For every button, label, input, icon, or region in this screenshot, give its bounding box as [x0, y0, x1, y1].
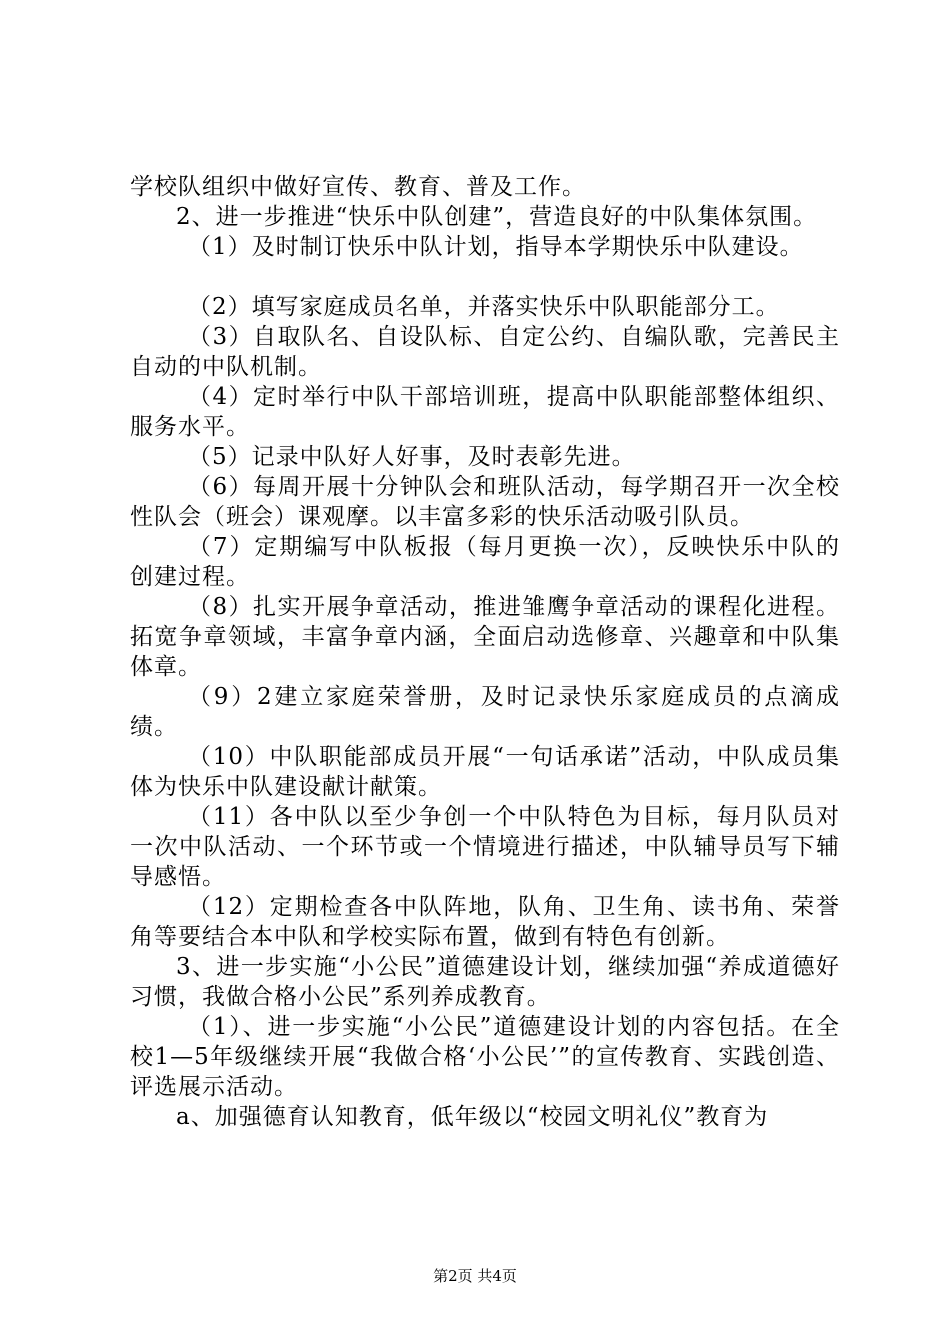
paragraph: 2、进一步推进“快乐中队创建”，营造良好的中队集体氛围。 — [176, 204, 818, 230]
paragraph: 学校队组织中做好宣传、教育、普及工作。 — [130, 174, 586, 200]
document-body — [130, 172, 840, 1132]
paragraph: 3、进一步实施“小公民”道德建设计划，继续加强“养成道德好习惯，我做合格小公民”系列养成教育。 — [130, 954, 840, 1010]
paragraph: （12）定期检查各中队阵地，队角、卫生角、读书角、荣誉角等要结合本中队和学校实际布置，做到有特色有创新。 — [130, 894, 840, 950]
paragraph: a、加强德育认知教育，低年级以“校园文明礼仪”教育为 — [176, 1104, 769, 1130]
paragraph: （1）及时制订快乐中队计划，指导本学期快乐中队建设。 — [188, 234, 804, 260]
page-number: 第2页 共4页 — [433, 1267, 517, 1285]
paragraph: （4）定时举行中队干部培训班，提高中队职能部整体组织、服务水平。 — [130, 384, 840, 440]
paragraph: （2）填写家庭成员名单，并落实快乐中队职能部分工。 — [188, 294, 780, 320]
paragraph: （11）各中队以至少争创一个中队特色为目标，每月队员对一次中队活动、一个环节或一个情境进行描述，中队辅导员写下辅导感悟。 — [130, 804, 840, 890]
paragraph: （5）记录中队好人好事，及时表彰先进。 — [188, 444, 636, 470]
paragraph: （8）扎实开展争章活动，推进雏鹰争章活动的课程化进程。拓宽争章领域，丰富争章内涵，全面启动选修章、兴趣章和中队集体章。 — [130, 594, 840, 680]
paragraph: （1）、进一步实施“小公民”道德建设计划的内容包括。在全校1—5年级继续开展“我做合格‘小公民’”的宣传教育、实践创造、评选展示活动。 — [130, 1014, 840, 1100]
paragraph: （3）自取队名、自设队标、自定公约、自编队歌，完善民主自动的中队机制。 — [130, 324, 840, 380]
paragraph: （6）每周开展十分钟队会和班队活动，每学期召开一次全校性队会（班会）课观摩。以丰富多彩的快乐活动吸引队员。 — [130, 474, 840, 530]
paragraph: （7）定期编写中队板报（每月更换一次），反映快乐中队的创建过程。 — [130, 534, 840, 590]
paragraph: （9）2建立家庭荣誉册，及时记录快乐家庭成员的点滴成绩。 — [130, 684, 840, 740]
page-footer — [0, 1266, 950, 1286]
paragraph: （10）中队职能部成员开展“一句话承诺”活动，中队成员集体为快乐中队建设献计献策。 — [130, 744, 840, 800]
